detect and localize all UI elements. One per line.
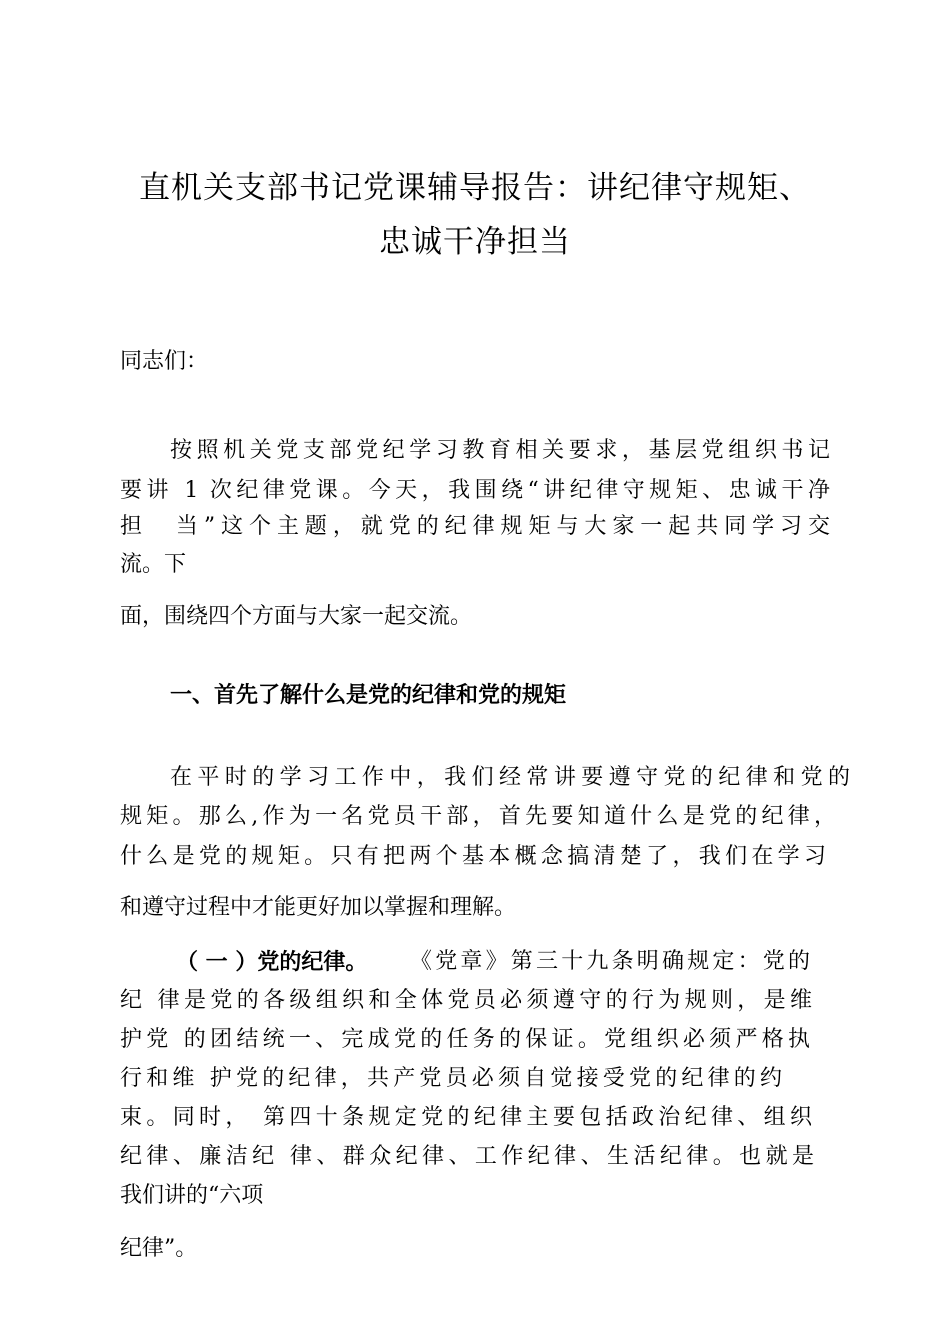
intro-line-1: 按照机关党支部党纪学习教育相关要求，基层党组织书记 bbox=[170, 438, 830, 463]
intro-line-4: 流。下 bbox=[120, 552, 187, 577]
subsection-1-line-7: 我们讲的“六项 bbox=[120, 1183, 264, 1208]
intro-line-3: 担 当”这个主题，就党的纪律规矩与大家一起共同学习交 bbox=[120, 514, 830, 539]
intro-line-2: 要讲 1 次纪律党课。今天，我围绕“讲纪律守规矩、忠诚干净 bbox=[120, 478, 830, 503]
subsection-1-line-1: 《党章》第三十九条明确规定：党的 bbox=[410, 949, 810, 974]
section-1-line-1: 在平时的学习工作中，我们经常讲要遵守党的纪律和党的 bbox=[170, 765, 850, 790]
subsection-1-line-6: 纪律、廉洁纪 律、群众纪律、工作纪律、生活纪律。也就是 bbox=[120, 1144, 814, 1169]
salutation: 同志们： bbox=[120, 349, 209, 374]
section-1-line-2: 规矩。那么,作为一名党员干部，首先要知道什么是党的纪律， bbox=[120, 804, 836, 829]
subsection-1-line-3: 护党 的团结统一、完成党的任务的保证。党组织必须严格执 bbox=[120, 1027, 810, 1052]
subsection-1-line-8: 纪律”。 bbox=[120, 1236, 198, 1261]
document-title-line-2: 忠诚干净担当 bbox=[379, 224, 571, 260]
subsection-1-label: （ 一 ）党的纪律。 bbox=[176, 949, 368, 975]
subsection-1-line-2: 纪 律是党的各级组织和全体党员必须遵守的行为规则，是维 bbox=[120, 988, 812, 1013]
intro-line-5: 面，围绕四个方面与大家一起交流。 bbox=[120, 604, 473, 629]
section-1-line-4: 和遵守过程中才能更好加以掌握和理解。 bbox=[120, 895, 517, 920]
subsection-1-line-4: 行和维 护党的纪律，共产党员必须自觉接受党的纪律的约 bbox=[120, 1066, 782, 1091]
section-1-line-3: 什么是党的规矩。只有把两个基本概念搞清楚了，我们在学习 bbox=[120, 844, 826, 869]
section-1-heading: 一、首先了解什么是党的纪律和党的规矩 bbox=[170, 683, 567, 708]
subsection-1-line-5: 束。同时， 第四十条规定党的纪律主要包括政治纪律、组织 bbox=[120, 1105, 812, 1130]
document-title-line-1: 直机关支部书记党课辅导报告：讲纪律守规矩、 bbox=[139, 170, 811, 206]
